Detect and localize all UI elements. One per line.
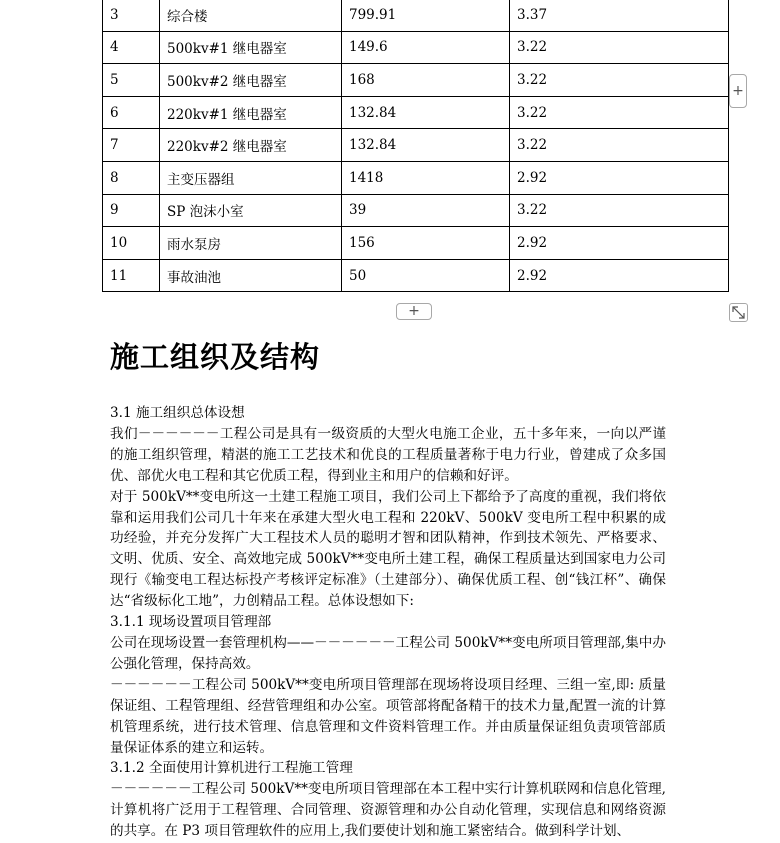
row-number-cell[interactable]: 10 bbox=[103, 227, 160, 260]
area-cell[interactable]: 50 bbox=[342, 259, 510, 292]
body-paragraph: 我们－－－－－－工程公司是具有一级资质的大型火电施工企业，五十多年来，一向以严谨的施工组织管理，精湛的施工工艺技术和优良的工程质量著称于电力行业，曾建成了众多国优、部优火电工程和其它优质工程，得到业主和用户的信赖和好评。 bbox=[110, 425, 666, 484]
building-name-cell[interactable]: 220kv#2 继电器室 bbox=[160, 129, 342, 162]
value-cell[interactable]: 2.92 bbox=[510, 259, 729, 292]
building-name-cell[interactable]: 雨水泵房 bbox=[160, 227, 342, 260]
value-cell[interactable]: 3.22 bbox=[510, 96, 729, 129]
building-name-cell[interactable]: 事故油池 bbox=[160, 259, 342, 292]
row-number-cell[interactable]: 6 bbox=[103, 96, 160, 129]
area-cell[interactable]: 149.6 bbox=[342, 31, 510, 64]
row-number-cell[interactable]: 3 bbox=[103, 0, 160, 31]
subsection-heading: 3.1 施工组织总体设想 bbox=[110, 405, 245, 421]
table-row bbox=[103, 161, 729, 194]
expand-diagonal-icon[interactable] bbox=[729, 303, 748, 322]
table-body bbox=[103, 0, 729, 292]
body-paragraph: 对于 500kV**变电所这一土建工程施工项目，我们公司上下都给予了高度的重视，我们将依靠和运用我们公司几十年来在承建大型火电工程和 220kV、500kV 变电所工程中积累的成功经验，并充分发挥广大工程技术人员的聪明才智和团队精神，作到技术领先、严格要求、文明、优质、安全、高效地完成 500kV**变电所土建工程，确保工程质量达到国家电力公司现行《输变电工程达标投产考核评定标准》（土建部分）、确保优质工程、创“钱江杯”、确保达“省级标化工地”，力创精品工程。总体设想如下: bbox=[110, 488, 666, 610]
subsection-heading: 3.1.2 全面使用计算机进行工程施工管理 bbox=[110, 760, 353, 777]
row-number-cell[interactable]: 4 bbox=[103, 31, 160, 64]
value-cell[interactable]: 3.37 bbox=[510, 0, 729, 31]
body-paragraph: －－－－－－工程公司 500kV**变电所项目管理部在本工程中实行计算机联网和信息化管理,计算机将广泛用于工程管理、合同管理、资源管理和办公自动化管理，实现信息和网络资源的共享。在 P3 项目管理软件的应用上,我们要使计划和施工紧密结合。做到科学计划、 bbox=[110, 781, 666, 840]
table-row bbox=[103, 194, 729, 227]
building-name-cell[interactable]: 220kv#1 继电器室 bbox=[160, 96, 342, 129]
data-table bbox=[102, 0, 729, 292]
area-cell[interactable]: 39 bbox=[342, 194, 510, 227]
section-title: 施工组织及结构 bbox=[110, 340, 321, 374]
row-number-cell[interactable]: 9 bbox=[103, 194, 160, 227]
building-name-cell[interactable]: 主变压器组 bbox=[160, 161, 342, 194]
body-paragraph: －－－－－－工程公司 500kV**变电所项目管理部在现场将设项目经理、三组一室,即: 质量保证组、工程管理组、经营管理组和办公室。项管部将配备精干的技术力量,配置一流的计算机管理系统，进行技术管理、信息管理和文件资料管理工作。并由质量保证组负责项管部质量保证体系的建立和运转。 bbox=[110, 676, 666, 756]
row-number-cell[interactable]: 8 bbox=[103, 161, 160, 194]
area-cell[interactable]: 799.91 bbox=[342, 0, 510, 31]
building-name-cell[interactable]: 500kv#1 继电器室 bbox=[160, 31, 342, 64]
value-cell[interactable]: 2.92 bbox=[510, 161, 729, 194]
add-column-button[interactable]: + bbox=[729, 74, 747, 108]
value-cell[interactable]: 3.22 bbox=[510, 129, 729, 162]
table-row bbox=[103, 96, 729, 129]
area-cell[interactable]: 156 bbox=[342, 227, 510, 260]
document-body bbox=[110, 403, 666, 842]
building-name-cell[interactable]: 500kv#2 继电器室 bbox=[160, 64, 342, 97]
building-name-cell[interactable]: 综合楼 bbox=[160, 0, 342, 31]
table-row bbox=[103, 0, 729, 31]
building-name-cell[interactable]: SP 泡沫小室 bbox=[160, 194, 342, 227]
table-row bbox=[103, 129, 729, 162]
value-cell[interactable]: 3.22 bbox=[510, 64, 729, 97]
value-cell[interactable]: 3.22 bbox=[510, 31, 729, 64]
area-cell[interactable]: 1418 bbox=[342, 161, 510, 194]
value-cell[interactable]: 2.92 bbox=[510, 227, 729, 260]
table-row bbox=[103, 64, 729, 97]
row-number-cell[interactable]: 7 bbox=[103, 129, 160, 162]
value-cell[interactable]: 3.22 bbox=[510, 194, 729, 227]
row-number-cell[interactable]: 11 bbox=[103, 259, 160, 292]
add-row-button[interactable]: + bbox=[396, 303, 432, 320]
table-row bbox=[103, 31, 729, 64]
table-row bbox=[103, 259, 729, 292]
subsection-heading: 3.1.1 现场设置项目管理部 bbox=[110, 614, 272, 631]
row-number-cell[interactable]: 5 bbox=[103, 64, 160, 97]
table-row bbox=[103, 227, 729, 260]
body-paragraph: 公司在现场设置一套管理机构——－－－－－－工程公司 500kV**变电所项目管理部,集中办公强化管理，保持高效。 bbox=[110, 634, 666, 672]
area-cell[interactable]: 132.84 bbox=[342, 96, 510, 129]
area-cell[interactable]: 132.84 bbox=[342, 129, 510, 162]
area-cell[interactable]: 168 bbox=[342, 64, 510, 97]
